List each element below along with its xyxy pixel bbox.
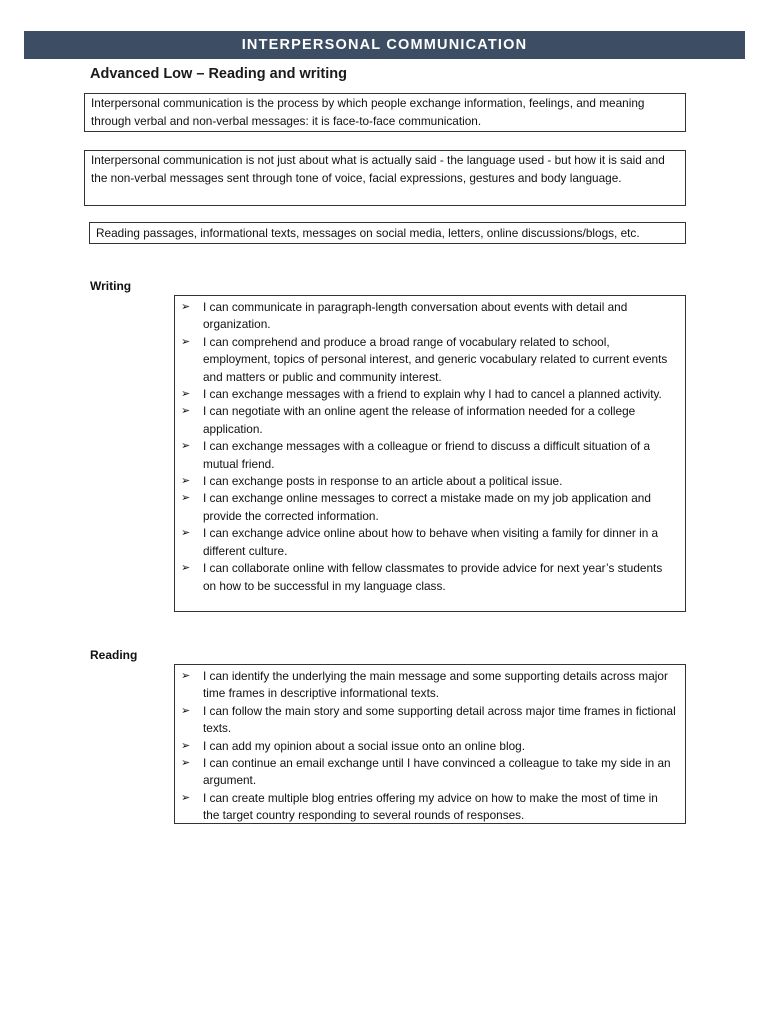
list-item xyxy=(181,438,677,473)
arrow-bullet-icon: ➢ xyxy=(181,739,191,752)
list-item xyxy=(181,403,677,438)
list-item xyxy=(181,668,677,703)
list-item-text: I can add my opinion about a social issue onto an online blog. xyxy=(203,738,526,753)
list-item-text: I can collaborate online with fellow classmates to provide advice for next year’s students on how to be successful in my language class. xyxy=(203,561,663,593)
list-item xyxy=(181,703,677,738)
list-item xyxy=(181,299,677,334)
list-item-text: I can create multiple blog entries offering my advice on how to make the most of time in the target country responding to several rounds of responses. xyxy=(203,790,658,823)
arrow-bullet-icon: ➢ xyxy=(181,492,191,505)
list-item xyxy=(181,473,677,490)
arrow-bullet-icon: ➢ xyxy=(181,475,191,488)
arrow-bullet-icon: ➢ xyxy=(181,405,191,418)
text-types-box: Reading passages, informational texts, messages on social media, letters, online discussions/blogs, etc. xyxy=(89,222,686,244)
definition-box: Interpersonal communication is the process by which people exchange information, feelings, and meaning through verbal and non-verbal messages: it is face-to-face communication. xyxy=(84,93,686,132)
reading-section-label: Reading xyxy=(90,648,138,662)
writing-list-box xyxy=(174,295,686,612)
writing-section-label: Writing xyxy=(90,279,132,293)
arrow-bullet-icon: ➢ xyxy=(181,335,191,348)
list-item xyxy=(181,790,677,825)
arrow-bullet-icon: ➢ xyxy=(181,562,191,575)
list-item-text: I can follow the main story and some supporting detail across major time frames in fictional texts. xyxy=(203,703,676,736)
list-item xyxy=(181,386,677,403)
list-item-text: I can continue an email exchange until I have convinced a colleague to take my side in an argument. xyxy=(203,756,671,788)
list-item-text: I can exchange posts in response to an article about a political issue. xyxy=(203,474,563,489)
arrow-bullet-icon: ➢ xyxy=(181,301,191,313)
list-item xyxy=(181,334,677,386)
list-item-text: I can negotiate with an online agent the release of information needed for a college application. xyxy=(203,404,636,436)
list-item-text: I can comprehend and produce a broad range of vocabulary related to school, employment, topics of personal interest, and generic vocabulary related to current events and matters or public and community interest. xyxy=(203,334,668,384)
list-item xyxy=(181,755,677,790)
list-item-text: I can exchange messages with a friend to explain why I had to cancel a planned activity. xyxy=(203,387,662,402)
list-item xyxy=(181,525,677,560)
list-item-text: I can exchange online messages to correct a mistake made on my job application and provide the corrected information. xyxy=(203,491,651,523)
list-item xyxy=(181,738,677,755)
arrow-bullet-icon: ➢ xyxy=(181,527,191,540)
list-item xyxy=(181,560,677,595)
page-banner: INTERPERSONAL COMMUNICATION xyxy=(24,31,745,59)
arrow-bullet-icon: ➢ xyxy=(181,440,191,453)
definition-box-secondary: Interpersonal communication is not just about what is actually said - the language used - but how it is said and the non-verbal messages sent through tone of voice, facial expressions, gestures and body language. xyxy=(84,150,686,206)
arrow-bullet-icon: ➢ xyxy=(181,704,191,717)
list-item-text: I can identify the underlying the main message and some supporting details across major time frames in descriptive informational texts. xyxy=(203,669,668,701)
arrow-bullet-icon: ➢ xyxy=(181,757,191,770)
page-subtitle: Advanced Low – Reading and writing xyxy=(90,66,347,82)
list-item-text: I can exchange advice online about how to behave when visiting a family for dinner in a different culture. xyxy=(203,526,659,558)
list-item-text: I can communicate in paragraph-length conversation about events with detail and organization. xyxy=(203,300,628,332)
arrow-bullet-icon: ➢ xyxy=(181,388,191,401)
arrow-bullet-icon: ➢ xyxy=(181,670,191,682)
arrow-bullet-icon: ➢ xyxy=(181,791,191,804)
list-item-text: I can exchange messages with a colleague or friend to discuss a difficult situation of a mutual friend. xyxy=(203,439,651,471)
reading-list-box xyxy=(174,664,686,824)
list-item xyxy=(181,490,677,525)
